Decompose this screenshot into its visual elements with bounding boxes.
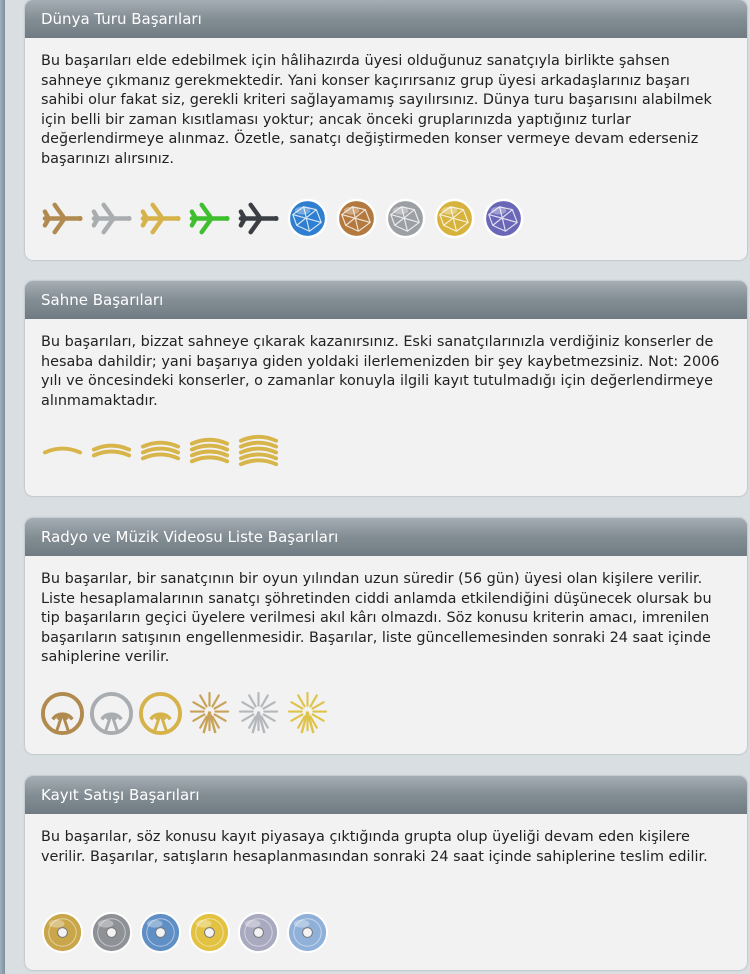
badge-row [39,429,282,476]
radio-tower-icon[interactable] [39,690,86,737]
chevron-rank-5-icon[interactable] [235,429,282,476]
panel-description: Bu başarıları, bizzat sahneye çıkarak kazanırsınız. Eski sanatçılarınızla verdiğiniz konserler de hesaba dahildir; yani başarıya giden yoldaki ilerlemenizden bir şey kaybetmezsiniz. Not: 2006 yılı ve öncesindeki konserler, o zamanlar konuyla ilgili kayıt tutulmadığı için değerlendirmeye alınmamaktadır. [41,334,720,409]
panel-description: Bu başarılar, söz konusu kayıt piyasaya çıktığında grupta olup üyeliği devam eden kişilere verilir. Başarılar, satışların hesaplanmasından sonraki 24 saat içinde sahiplerine teslim edilir. [41,829,708,865]
globe-icon[interactable] [284,195,331,242]
video-burst-icon[interactable] [186,690,233,737]
radio-video-chart-panel [25,518,747,754]
achievements-page [5,0,750,974]
globe-icon[interactable] [431,195,478,242]
panel-description: Bu başarılar, bir sanatçının bir oyun yılından uzun süredir (56 gün) üyesi olan kişilere verilir. Liste hesaplamalarının sanatçı şöhretinden ciddi anlamda etkilendiğini düşünecek olursak bu tip başarıların geçici üyelere verilmesi akıl kârı olmazdı. Söz konusu kriterin amacı, imrenilen başarıların satışının engellenmesidir. Başarılar, liste güncellemesinden sonraki 24 saat içinde sahiplerine verilir. [41,571,712,665]
record-disc-icon[interactable] [235,909,282,956]
video-burst-icon[interactable] [284,690,331,737]
airplane-icon[interactable] [137,195,184,242]
chevron-rank-3-icon[interactable] [137,429,184,476]
airplane-icon[interactable] [88,195,135,242]
airplane-icon[interactable] [235,195,282,242]
badge-row [39,195,527,242]
badge-row [39,690,331,737]
stage-panel [25,281,747,496]
video-burst-icon[interactable] [235,690,282,737]
panel-title: Dünya Turu Başarıları [25,0,747,38]
chevron-rank-1-icon[interactable] [39,429,86,476]
chevron-rank-2-icon[interactable] [88,429,135,476]
radio-tower-icon[interactable] [137,690,184,737]
record-disc-icon[interactable] [186,909,233,956]
airplane-icon[interactable] [39,195,86,242]
globe-icon[interactable] [333,195,380,242]
panel-description: Bu başarıları elde edebilmek için hâlihazırda üyesi olduğunuz sanatçıyla birlikte şahsen sahneye çıkmanız gerekmektedir. Yani konser kaçırırsanız grup üyesi arkadaşlarınız başarı sahibi olur fakat siz, gerekli kriteri sağlayamamış sayılırsınız. Dünya turu başarısını alabilmek için belli bir zaman kısıtlaması yoktur; ancak önceki gruplarınızda yaptığınız turlar değerlendirmeye alınmaz. Özetle, sanatçı değiştirmeden konser vermeye devam ederseniz başarınızı alırsınız. [41,53,712,167]
radio-tower-icon[interactable] [88,690,135,737]
globe-icon[interactable] [382,195,429,242]
record-disc-icon[interactable] [39,909,86,956]
globe-icon[interactable] [480,195,527,242]
record-disc-icon[interactable] [137,909,184,956]
airplane-icon[interactable] [186,195,233,242]
badge-row [39,909,331,956]
record-disc-icon[interactable] [284,909,331,956]
world-tour-panel [25,0,747,260]
panel-title: Radyo ve Müzik Videosu Liste Başarıları [25,518,747,556]
panel-title: Sahne Başarıları [25,281,747,319]
panel-title: Kayıt Satışı Başarıları [25,776,747,814]
chevron-rank-4-icon[interactable] [186,429,233,476]
record-disc-icon[interactable] [88,909,135,956]
record-sales-panel [25,776,747,970]
